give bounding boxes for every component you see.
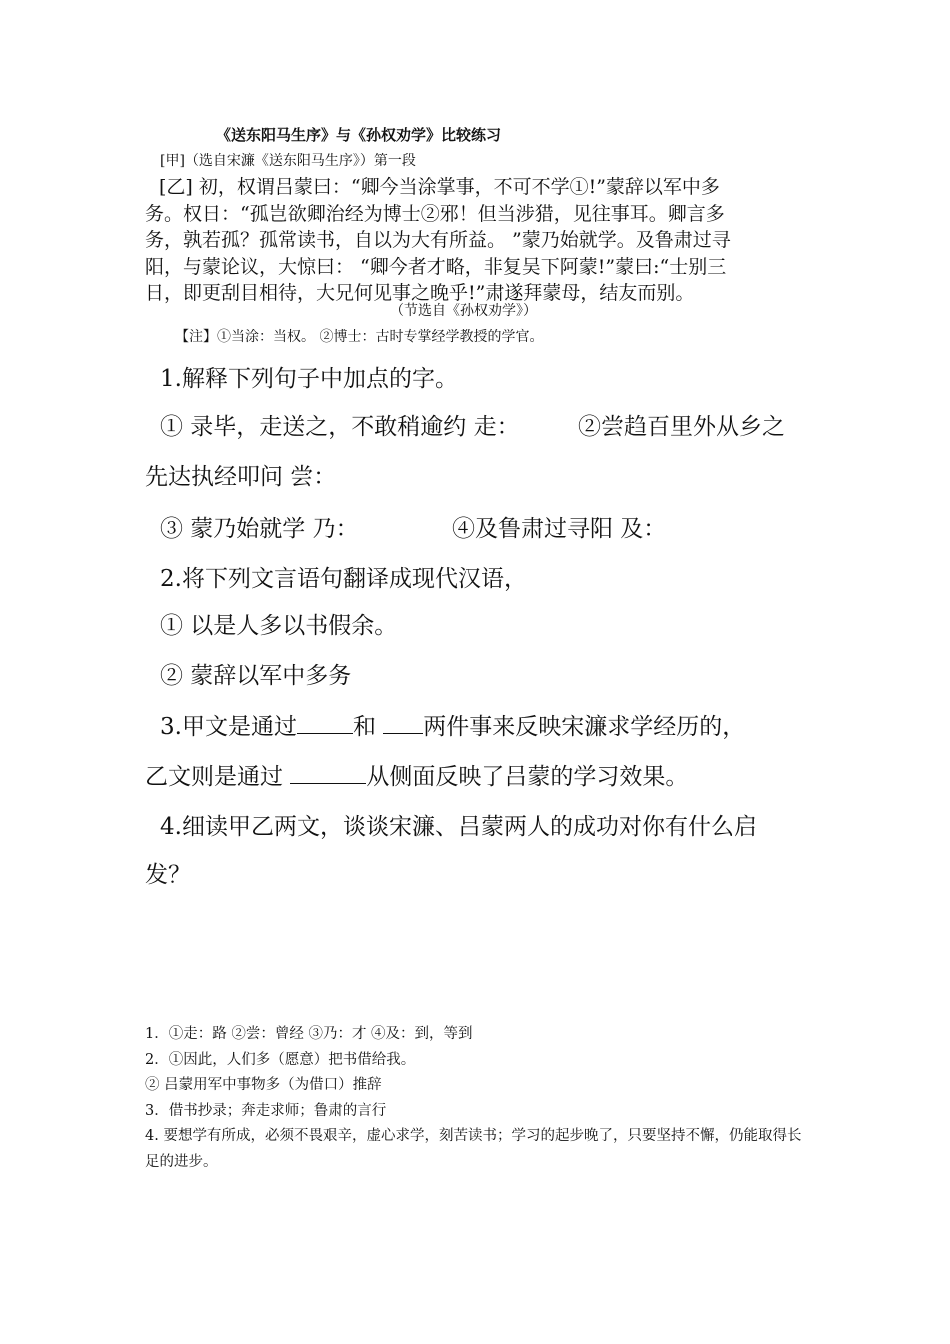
passage-line: 日，即更刮目相待，大兄何见事之晚乎!”肃遂拜蒙母，结友而别。 <box>145 282 695 304</box>
source-yi: （节选自《孙权劝学》） <box>390 303 537 319</box>
answer-row: 2．①因此，人们多（愿意）把书借给我。 <box>145 1051 416 1068</box>
question-1-item-b: ②尝趋百里外从乡之 <box>578 414 785 440</box>
answer-blank[interactable] <box>290 761 366 784</box>
question-3-line-1 <box>160 708 745 741</box>
question-3-text: 从侧面反映了吕蒙的学习效果。 <box>366 764 689 790</box>
annotation-note: 【注】①当涂：当权。 ②博士：古时专掌经学教授的学官。 <box>175 329 544 345</box>
question-1-item-a: ① 录毕，走送之，不敢稍逾约 走： <box>160 414 520 440</box>
answer-blank[interactable] <box>297 711 353 734</box>
passage-line: 务，孰若孤？孤常读书，自以为大有所益。 ”蒙乃始就学。及鲁肃过寻 <box>145 229 731 251</box>
answer-row: 4. 要想学有所成，必须不畏艰辛，虚心求学，刻苦读书；学习的起步晚了，只要坚持不懈，仍能取得长足的进步。 <box>145 1128 802 1170</box>
question-3-text: 3.甲文是通过 <box>160 714 297 740</box>
passage-yi <box>145 174 815 307</box>
question-1-item-c: ③ 蒙乃始就学 乃： <box>160 516 359 542</box>
passage-line: 阳，与蒙论议，大惊曰： “卿今者才略，非复吴下阿蒙!”蒙曰:“士别三 <box>145 255 727 278</box>
answer-blank[interactable] <box>383 711 423 734</box>
answer-row: 1．①走：路 ②尝：曾经 ③乃：才 ④及：到，等到 <box>145 1026 473 1042</box>
passage-line: [乙] 初，权谓吕蒙曰：“卿今当涂掌事，不可不学①!”蒙辞以军中多 <box>159 176 720 198</box>
question-3-text: 两件事来反映宋濂求学经历的， <box>423 714 746 740</box>
source-jia: [甲]（选自宋濂《送东阳马生序》）第一段 <box>160 153 416 169</box>
question-3-text: 和 <box>352 714 376 740</box>
question-1-item-b-cont: 先达执经叩问 尝： <box>145 464 337 490</box>
question-3-line-2 <box>145 758 688 791</box>
question-2-item-a: ① 以是人多以书假余。 <box>160 613 398 639</box>
answer-key <box>145 1022 815 1175</box>
question-2: 2.将下列文言语句翻译成现代汉语， <box>160 566 527 592</box>
answer-row: ② 吕蒙用军中事物多（为借口）推辞 <box>145 1077 382 1093</box>
question-1: 1.解释下列句子中加点的字。 <box>160 366 458 392</box>
answer-row: 3．借书抄录；奔走求师；鲁肃的言行 <box>145 1102 387 1119</box>
worksheet-title: 《送东阳马生序》与《孙权劝学》比较练习 <box>216 126 502 144</box>
question-2-item-b: ② 蒙辞以军中多务 <box>160 663 352 689</box>
passage-line: 务。权日：“孤岂欲卿治经为博士②邪！但当涉猎，见往事耳。卿言多 <box>145 202 725 225</box>
question-4: 4.细读甲乙两文，谈谈宋濂、吕蒙两人的成功对你有什么启 <box>160 814 757 840</box>
question-1-item-d: ④及鲁肃过寻阳 及： <box>452 516 667 542</box>
question-3-text: 乙文则是通过 <box>145 764 283 790</box>
question-4-cont: 发？ <box>145 862 191 888</box>
